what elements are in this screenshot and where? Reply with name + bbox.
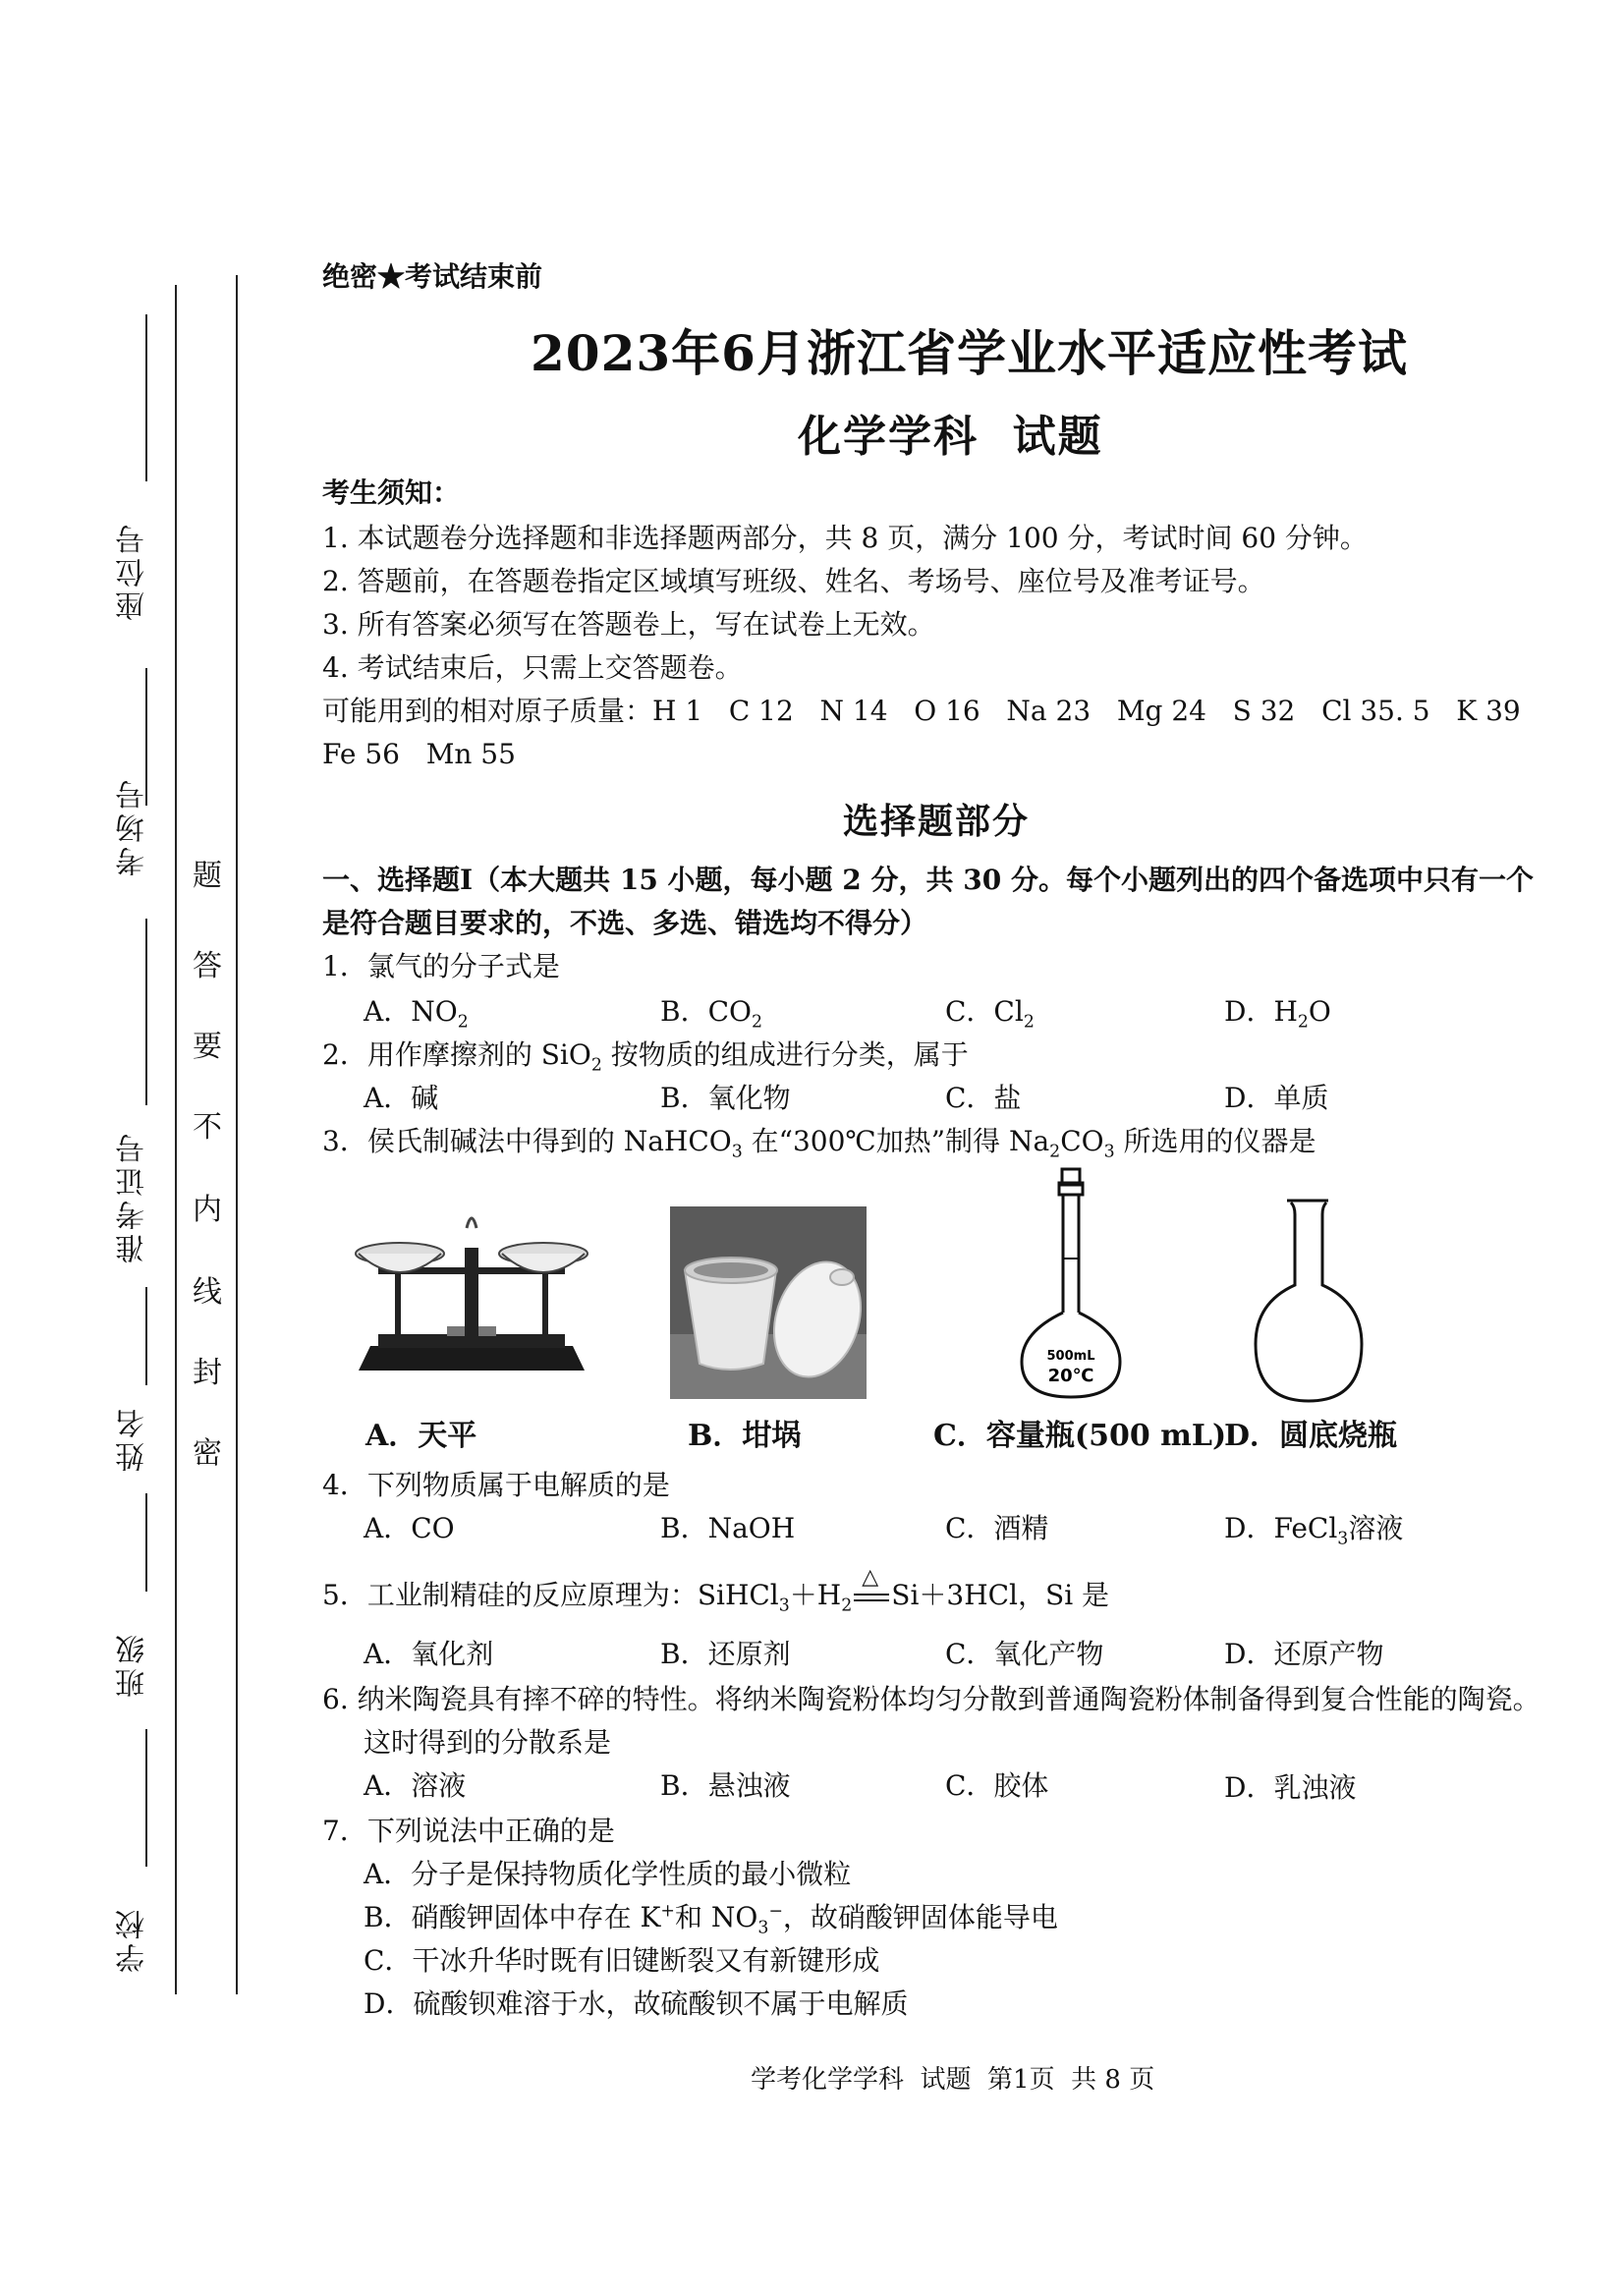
- part-heading: 是符合题目要求的，不选、多选、错选均不得分）: [322, 907, 928, 939]
- option-d: D．单质: [1224, 1082, 1329, 1114]
- section-title: 选择题部分: [843, 801, 1031, 842]
- class-label: 班级: [116, 1631, 150, 1698]
- option-b: B．氧化物: [660, 1082, 791, 1114]
- margin-line-outer: [175, 285, 177, 1994]
- school-label: 学校: [116, 1906, 150, 1973]
- option-a: A．CO: [364, 1512, 455, 1544]
- page-footer: 学考化学学科 试题 第1页 共 8 页: [751, 2065, 1155, 2095]
- admission-number-label: 准考证号: [116, 1130, 150, 1263]
- seal-char: 要: [193, 1030, 222, 1064]
- option-b: B．硝酸钾固体中存在 K+和 $NO_3^-$，故硝酸钾固体能导电: [364, 1901, 1058, 1938]
- option-d: D．乳浊液: [1224, 1771, 1357, 1804]
- exam-title: 2023年6月浙江省学业水平适应性考试: [531, 324, 1408, 382]
- option-a: A．$NO_2$: [364, 995, 469, 1033]
- flask-volume-label: 500mL: [1046, 1349, 1095, 1364]
- field-line: [145, 1493, 147, 1592]
- option-a: A．溶液: [364, 1769, 467, 1802]
- notice-heading: 考生须知：: [322, 476, 461, 509]
- question-stem-cont: 这时得到的分散系是: [364, 1726, 612, 1759]
- option-d: D．FeCl$_3$溶液: [1224, 1512, 1404, 1549]
- exam-subtitle: 化学学科 试题: [798, 412, 1103, 462]
- exam-room-label: 考场号: [116, 776, 150, 876]
- flask-temp-label: 20℃: [1047, 1366, 1094, 1386]
- seal-char: 密: [193, 1436, 222, 1471]
- notice-item: 1. 本试题卷分选择题和非选择题两部分，共 8 页，满分 100 分，考试时间 60 分钟。: [322, 522, 1368, 554]
- option-b: B．$CO_2$: [660, 995, 763, 1033]
- atomic-mass-line: 可能用到的相对原子质量：H 1 C 12 N 14 O 16 Na 23 Mg 24 S 32 Cl 35. 5 K 39: [322, 695, 1521, 727]
- question-stem: 3．侯氏制碱法中得到的 NaHCO$_3$ 在“300℃加热”制得 $Na_2CO_3$ 所选用的仪器是: [322, 1125, 1316, 1162]
- option-a: A．碱: [364, 1082, 439, 1114]
- notice-item: 3. 所有答案必须写在答题卷上，写在试卷上无效。: [322, 608, 935, 641]
- name-label: 姓名: [116, 1405, 150, 1472]
- volumetric-flask-image: [1012, 1165, 1130, 1401]
- notice-item: 4. 考试结束后，只需上交答题卷。: [322, 651, 743, 684]
- option-c-caption: C．容量瓶(500 mL): [933, 1419, 1227, 1453]
- option-a: A．分子是保持物质化学性质的最小微粒: [364, 1858, 852, 1890]
- part-heading: 一、选择题Ⅰ（本大题共 15 小题，每小题 2 分，共 30 分。每个小题列出的四个备选项中只有一个: [322, 864, 1535, 896]
- margin-line-inner: [236, 275, 238, 1994]
- question-stem: 6. 纳米陶瓷具有摔不碎的特性。将纳米陶瓷粉体均匀分散到普通陶瓷粉体制备得到复合性能的陶瓷。: [322, 1683, 1540, 1715]
- option-d: D．$H_2O$: [1224, 995, 1331, 1033]
- round-bottom-flask-image: [1248, 1195, 1366, 1409]
- atomic-mass-line: Fe 56 Mn 55: [322, 738, 516, 770]
- option-b-caption: B．坩埚: [688, 1419, 802, 1453]
- question-stem: 5．工业制精硅的反应原理为：$SiHCl_3+H_2$ △ Si＋3HCl，Si 是: [322, 1565, 1110, 1616]
- question-stem: 1．氯气的分子式是: [322, 950, 560, 982]
- seal-char: 线: [193, 1275, 222, 1310]
- seal-char: 题: [193, 859, 222, 893]
- balance-scale-image: [339, 1208, 604, 1385]
- question-stem: 2．用作摩擦剂的 SiO$_2$ 按物质的组成进行分类，属于: [322, 1038, 969, 1076]
- option-c: C．$Cl_2$: [945, 995, 1035, 1033]
- seal-char: 封: [193, 1356, 222, 1390]
- reaction-arrow: △: [852, 1576, 891, 1615]
- confidential-label: 绝密★考试结束前: [322, 260, 543, 293]
- question-stem: 4．下列物质属于电解质的是: [322, 1469, 670, 1501]
- seat-number-label: 座位号: [116, 521, 150, 621]
- option-a: A．氧化剂: [364, 1638, 494, 1670]
- option-d: D．硫酸钡难溶于水，故硫酸钡不属于电解质: [364, 1987, 909, 2020]
- seal-char: 内: [193, 1193, 222, 1227]
- seal-char: 不: [193, 1110, 222, 1145]
- option-c: C．盐: [945, 1082, 1022, 1114]
- option-c: C．氧化产物: [945, 1638, 1104, 1670]
- seal-char: 答: [193, 949, 222, 983]
- field-line: [145, 1729, 147, 1867]
- option-c: C．胶体: [945, 1769, 1049, 1802]
- option-a-caption: A．天平: [365, 1419, 477, 1453]
- field-line: [145, 919, 147, 1105]
- crucible-image: [670, 1206, 867, 1399]
- field-line: [145, 1287, 147, 1385]
- option-d-caption: D．圆底烧瓶: [1224, 1419, 1398, 1453]
- option-b: B．NaOH: [660, 1512, 796, 1544]
- option-c: C．干冰升华时既有旧键断裂又有新键形成: [364, 1944, 880, 1977]
- field-line: [145, 314, 147, 481]
- option-b: B．还原剂: [660, 1638, 791, 1670]
- question-stem: 7．下列说法中正确的是: [322, 1815, 615, 1847]
- option-c: C．酒精: [945, 1512, 1049, 1544]
- notice-item: 2. 答题前，在答题卷指定区域填写班级、姓名、考场号、座位号及准考证号。: [322, 565, 1265, 597]
- option-b: B．悬浊液: [660, 1769, 791, 1802]
- option-d: D．还原产物: [1224, 1638, 1384, 1670]
